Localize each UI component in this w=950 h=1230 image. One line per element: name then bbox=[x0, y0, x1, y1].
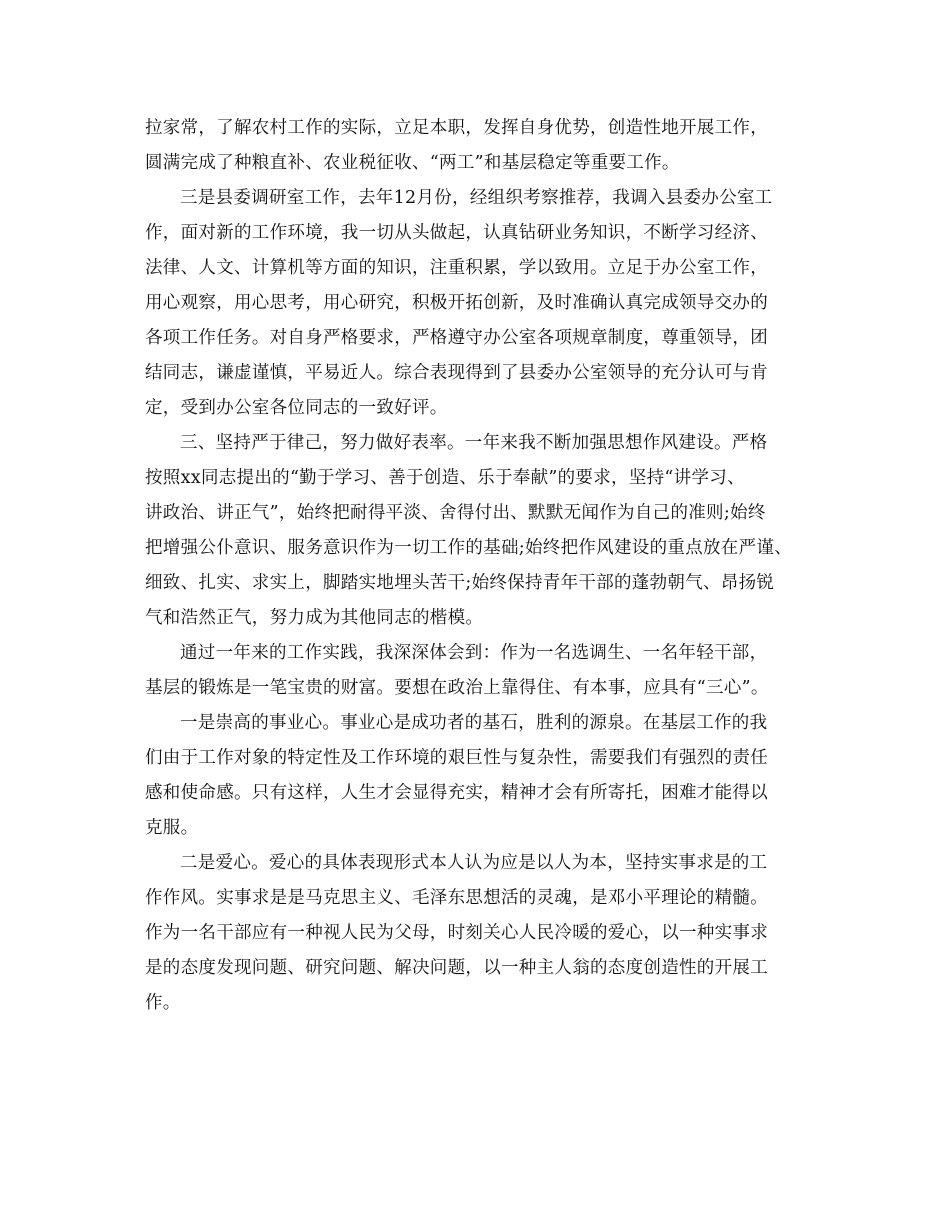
text-line: 定，受到办公室各位同志的一致好评。 bbox=[145, 398, 448, 418]
text-line: 把增强公仆意识、服务意识作为一切工作的基础;始终把作风建设的重点放在严谨、 bbox=[145, 538, 792, 558]
paragraph-start: 三、坚持严于律己，努力做好表率。一年来我不断加强思想作风建设。严格 bbox=[180, 433, 768, 453]
paragraph-start: 通过一年来的工作实践，我深深体会到：作为一名选调生、一名年轻干部， bbox=[180, 643, 768, 663]
paragraph-start: 二是爱心。爱心的具体表现形式本人认为应是以人为本，坚持实事求是的工 bbox=[180, 853, 768, 873]
text-line: 讲政治、讲正气”，始终把耐得平淡、舍得付出、默默无闻作为自己的准则;始终 bbox=[145, 503, 766, 523]
text-line: 按照xx同志提出的“勤于学习、善于创造、乐于奉献”的要求，坚持“讲学习、 bbox=[145, 468, 745, 488]
text-line: 气和浩然正气，努力成为其他同志的楷模。 bbox=[145, 608, 484, 628]
text-line: 基层的锻炼是一笔宝贵的财富。要想在政治上靠得住、有本事，应具有“三心”。 bbox=[145, 678, 769, 698]
text-line: 细致、扎实、求实上，脚踏实地埋头苦干;始终保持青年干部的蓬勃朝气、昂扬锐 bbox=[145, 573, 775, 593]
text-line: 圆满完成了种粮直补、农业税征收、“两工”和基层稳定等重要工作。 bbox=[145, 153, 680, 173]
text-line: 作，面对新的工作环境，我一切从头做起，认真钻研业务知识，不断学习经济、 bbox=[145, 223, 768, 243]
text-line: 作。 bbox=[145, 993, 181, 1013]
text-line: 作作风。实事求是是马克思主义、毛泽东思想活的灵魂，是邓小平理论的精髓。 bbox=[145, 888, 768, 908]
text-line: 是的态度发现问题、研究问题、解决问题，以一种主人翁的态度创造性的开展工 bbox=[145, 958, 768, 978]
text-line: 用心观察，用心思考，用心研究，积极开拓创新，及时准确认真完成领导交办的 bbox=[145, 293, 768, 313]
text-line: 们由于工作对象的特定性及工作环境的艰巨性与复杂性，需要我们有强烈的责任 bbox=[145, 748, 768, 768]
text-line: 拉家常，了解农村工作的实际，立足本职，发挥自身优势，创造性地开展工作， bbox=[145, 118, 768, 138]
text-line: 结同志，谦虚谨慎，平易近人。综合表现得到了县委办公室领导的充分认可与肯 bbox=[145, 363, 768, 383]
paragraph-start: 三是县委调研室工作，去年12月份，经组织考察推荐，我调入县委办公室工 bbox=[180, 188, 773, 208]
text-line: 克服。 bbox=[145, 818, 199, 838]
text-line: 感和使命感。只有这样，人生才会显得充实，精神才会有所寄托，困难才能得以 bbox=[145, 783, 768, 803]
text-line: 各项工作任务。对自身严格要求，严格遵守办公室各项规章制度，尊重领导，团 bbox=[145, 328, 768, 348]
text-line: 作为一名干部应有一种视人民为父母，时刻关心人民冷暖的爱心，以一种实事求 bbox=[145, 923, 768, 943]
text-line: 法律、人文、计算机等方面的知识，注重积累，学以致用。立足于办公室工作， bbox=[145, 258, 768, 278]
paragraph-start: 一是崇高的事业心。事业心是成功者的基石，胜利的源泉。在基层工作的我 bbox=[180, 713, 768, 733]
